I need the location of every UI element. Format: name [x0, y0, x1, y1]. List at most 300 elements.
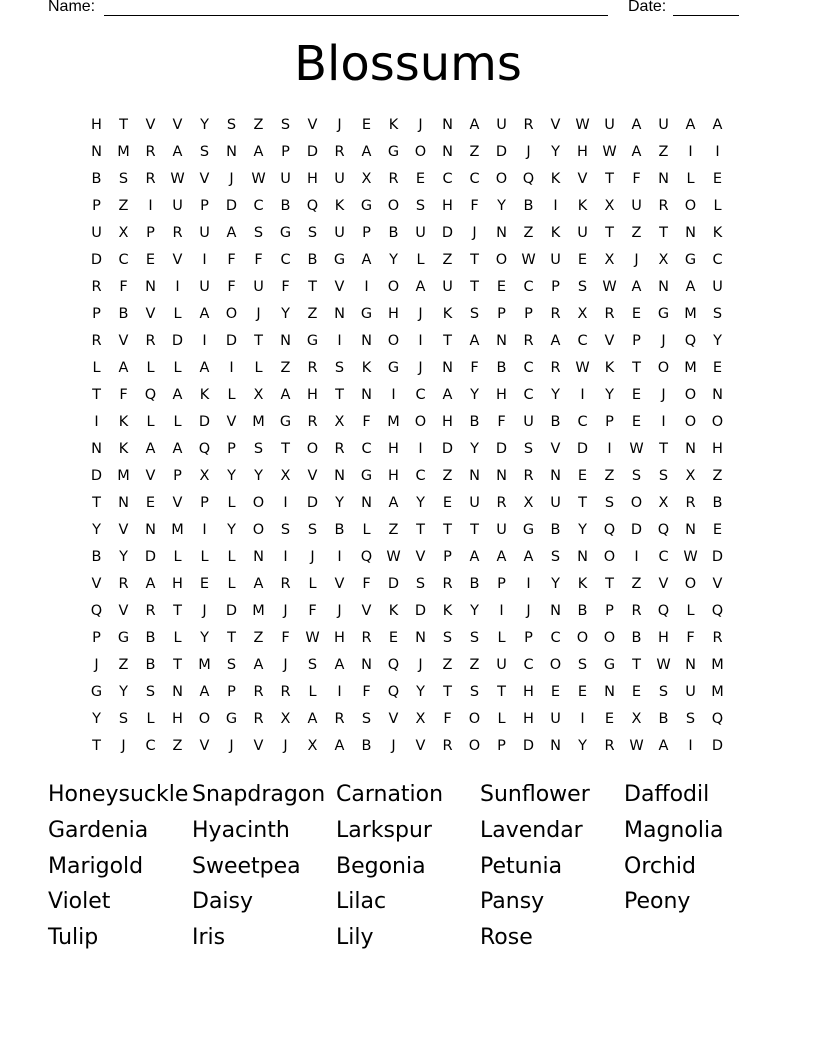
grid-letter[interactable]: C — [361, 441, 372, 457]
grid-letter[interactable]: O — [387, 279, 400, 295]
grid-letter[interactable]: X — [334, 414, 345, 430]
grid-letter[interactable]: K — [334, 198, 345, 214]
grid-letter[interactable]: H — [523, 711, 534, 727]
grid-letter[interactable]: T — [632, 360, 641, 376]
grid-letter[interactable]: V — [145, 468, 156, 484]
grid-letter[interactable]: U — [199, 279, 210, 295]
grid-letter[interactable]: L — [227, 576, 236, 592]
grid-letter[interactable]: Q — [198, 441, 211, 457]
name-blank-line[interactable] — [104, 15, 608, 16]
grid-letter[interactable]: B — [469, 414, 480, 430]
grid-letter[interactable]: Z — [604, 468, 615, 484]
grid-letter[interactable]: X — [280, 711, 291, 727]
grid-letter[interactable]: T — [443, 684, 452, 700]
grid-letter[interactable]: J — [283, 603, 288, 619]
grid-letter[interactable]: S — [226, 117, 237, 133]
grid-letter[interactable]: R — [604, 306, 615, 322]
grid-letter[interactable]: O — [387, 333, 400, 349]
grid-letter[interactable]: B — [523, 198, 534, 214]
grid-letter[interactable]: P — [200, 495, 209, 511]
grid-letter[interactable]: Q — [387, 684, 400, 700]
grid-letter[interactable]: Q — [90, 603, 103, 619]
grid-letter[interactable]: F — [632, 171, 641, 187]
grid-letter[interactable]: T — [308, 279, 317, 295]
grid-letter[interactable]: R — [361, 630, 372, 646]
grid-letter[interactable]: Y — [227, 522, 236, 538]
grid-letter[interactable]: Z — [631, 225, 642, 241]
grid-letter[interactable]: S — [658, 684, 669, 700]
grid-letter[interactable]: N — [469, 468, 480, 484]
grid-letter[interactable]: G — [90, 684, 103, 700]
grid-letter[interactable]: I — [229, 360, 234, 376]
grid-letter[interactable]: R — [442, 738, 453, 754]
grid-letter[interactable]: M — [252, 603, 265, 619]
grid-letter[interactable]: V — [91, 576, 102, 592]
grid-letter[interactable]: L — [92, 360, 101, 376]
grid-letter[interactable]: D — [90, 252, 103, 268]
grid-letter[interactable]: N — [361, 495, 372, 511]
grid-letter[interactable]: Z — [469, 144, 480, 160]
grid-letter[interactable]: O — [684, 414, 697, 430]
grid-letter[interactable]: K — [442, 306, 453, 322]
grid-letter[interactable]: L — [686, 171, 695, 187]
grid-letter[interactable]: E — [712, 171, 723, 187]
grid-letter[interactable]: W — [656, 657, 671, 673]
grid-letter[interactable]: G — [360, 468, 373, 484]
grid-letter[interactable]: S — [280, 522, 291, 538]
grid-letter[interactable]: T — [443, 333, 452, 349]
grid-letter[interactable]: J — [418, 360, 423, 376]
grid-letter[interactable]: Y — [470, 387, 479, 403]
grid-letter[interactable]: N — [145, 522, 156, 538]
grid-letter[interactable]: D — [495, 144, 508, 160]
grid-letter[interactable]: O — [252, 495, 265, 511]
grid-letter[interactable]: B — [118, 306, 129, 322]
grid-letter[interactable]: Z — [469, 657, 480, 673]
grid-letter[interactable]: P — [524, 306, 533, 322]
grid-letter[interactable]: D — [144, 549, 157, 565]
grid-letter[interactable]: I — [553, 198, 558, 214]
grid-letter[interactable]: U — [550, 252, 561, 268]
grid-letter[interactable]: A — [442, 387, 453, 403]
grid-letter[interactable]: E — [550, 684, 561, 700]
grid-letter[interactable]: P — [92, 630, 101, 646]
grid-letter[interactable]: X — [118, 225, 129, 241]
grid-letter[interactable]: W — [521, 252, 536, 268]
grid-letter[interactable]: P — [146, 225, 155, 241]
grid-letter[interactable]: A — [361, 144, 372, 160]
grid-letter[interactable]: F — [443, 711, 452, 727]
grid-letter[interactable]: C — [550, 630, 561, 646]
grid-letter[interactable]: Y — [281, 306, 290, 322]
grid-letter[interactable]: I — [94, 414, 99, 430]
grid-letter[interactable]: T — [659, 225, 668, 241]
grid-letter[interactable]: N — [118, 495, 129, 511]
grid-letter[interactable]: O — [468, 711, 481, 727]
grid-letter[interactable]: S — [253, 225, 264, 241]
grid-letter[interactable]: N — [145, 279, 156, 295]
grid-letter[interactable]: S — [307, 522, 318, 538]
grid-letter[interactable]: A — [685, 117, 696, 133]
grid-letter[interactable]: H — [91, 117, 102, 133]
grid-letter[interactable]: U — [334, 171, 345, 187]
grid-letter[interactable]: C — [523, 279, 534, 295]
grid-letter[interactable]: N — [91, 144, 102, 160]
grid-letter[interactable]: U — [658, 117, 669, 133]
grid-letter[interactable]: O — [630, 495, 643, 511]
grid-letter[interactable]: S — [118, 171, 129, 187]
grid-letter[interactable]: E — [145, 252, 156, 268]
grid-letter[interactable]: V — [307, 117, 318, 133]
grid-letter[interactable]: S — [658, 468, 669, 484]
grid-letter[interactable]: P — [551, 279, 560, 295]
grid-letter[interactable]: A — [496, 549, 507, 565]
grid-letter[interactable]: H — [388, 306, 399, 322]
grid-letter[interactable]: M — [171, 522, 184, 538]
grid-letter[interactable]: N — [280, 333, 291, 349]
grid-letter[interactable]: J — [337, 603, 342, 619]
grid-letter[interactable]: B — [550, 522, 561, 538]
grid-letter[interactable]: D — [414, 603, 427, 619]
grid-letter[interactable]: P — [632, 333, 641, 349]
grid-letter[interactable]: R — [550, 306, 561, 322]
grid-letter[interactable]: D — [306, 495, 319, 511]
grid-letter[interactable]: U — [415, 225, 426, 241]
grid-letter[interactable]: B — [145, 657, 156, 673]
grid-letter[interactable]: J — [661, 333, 666, 349]
grid-letter[interactable]: T — [281, 441, 290, 457]
grid-letter[interactable]: S — [307, 657, 318, 673]
grid-letter[interactable]: S — [280, 117, 291, 133]
grid-letter[interactable]: X — [253, 387, 264, 403]
grid-letter[interactable]: E — [631, 414, 642, 430]
grid-letter[interactable]: R — [253, 711, 264, 727]
grid-letter[interactable]: E — [577, 684, 588, 700]
grid-letter[interactable]: A — [280, 387, 291, 403]
grid-letter[interactable]: T — [92, 495, 101, 511]
grid-letter[interactable]: L — [254, 360, 263, 376]
grid-letter[interactable]: R — [334, 441, 345, 457]
grid-letter[interactable]: J — [634, 252, 639, 268]
grid-letter[interactable]: P — [497, 738, 506, 754]
grid-letter[interactable]: R — [91, 333, 102, 349]
grid-letter[interactable]: S — [253, 441, 264, 457]
grid-letter[interactable]: G — [387, 144, 400, 160]
grid-letter[interactable]: Y — [119, 549, 128, 565]
grid-letter[interactable]: I — [418, 441, 423, 457]
grid-letter[interactable]: Y — [551, 387, 560, 403]
grid-letter[interactable]: A — [307, 711, 318, 727]
grid-letter[interactable]: W — [575, 360, 590, 376]
grid-letter[interactable]: U — [253, 279, 264, 295]
grid-letter[interactable]: I — [148, 198, 153, 214]
grid-letter[interactable]: E — [631, 387, 642, 403]
grid-letter[interactable]: N — [685, 522, 696, 538]
grid-letter[interactable]: N — [604, 684, 615, 700]
grid-letter[interactable]: U — [550, 495, 561, 511]
grid-letter[interactable]: L — [362, 522, 371, 538]
grid-letter[interactable]: O — [414, 414, 427, 430]
grid-letter[interactable]: V — [118, 522, 129, 538]
grid-letter[interactable]: A — [253, 576, 264, 592]
grid-letter[interactable]: Y — [200, 117, 209, 133]
grid-letter[interactable]: Y — [335, 495, 344, 511]
grid-letter[interactable]: U — [604, 117, 615, 133]
grid-letter[interactable]: A — [712, 117, 723, 133]
grid-letter[interactable]: K — [199, 387, 210, 403]
grid-letter[interactable]: D — [630, 522, 643, 538]
grid-letter[interactable]: E — [712, 360, 723, 376]
grid-letter[interactable]: V — [415, 549, 426, 565]
grid-letter[interactable]: A — [226, 225, 237, 241]
grid-letter[interactable]: A — [199, 684, 210, 700]
grid-letter[interactable]: H — [577, 144, 588, 160]
grid-letter[interactable]: W — [629, 441, 644, 457]
grid-letter[interactable]: D — [711, 549, 724, 565]
grid-letter[interactable]: S — [577, 657, 588, 673]
grid-letter[interactable]: W — [683, 549, 698, 565]
grid-letter[interactable]: O — [711, 414, 724, 430]
grid-letter[interactable]: V — [550, 441, 561, 457]
grid-letter[interactable]: D — [495, 441, 508, 457]
grid-letter[interactable]: A — [658, 738, 669, 754]
grid-letter[interactable]: A — [199, 360, 210, 376]
grid-letter[interactable]: Y — [92, 522, 101, 538]
grid-letter[interactable]: J — [418, 657, 423, 673]
grid-letter[interactable]: A — [631, 144, 642, 160]
grid-letter[interactable]: W — [602, 144, 617, 160]
grid-letter[interactable]: X — [658, 495, 669, 511]
grid-letter[interactable]: I — [337, 549, 342, 565]
grid-letter[interactable]: F — [227, 279, 236, 295]
grid-letter[interactable]: R — [685, 495, 696, 511]
grid-letter[interactable]: R — [145, 603, 156, 619]
grid-letter[interactable]: B — [334, 522, 345, 538]
grid-letter[interactable]: N — [685, 225, 696, 241]
grid-letter[interactable]: Y — [416, 495, 425, 511]
grid-letter[interactable]: F — [281, 630, 290, 646]
grid-letter[interactable]: M — [117, 144, 130, 160]
grid-letter[interactable]: P — [605, 414, 614, 430]
grid-letter[interactable]: U — [712, 279, 723, 295]
grid-letter[interactable]: T — [335, 387, 344, 403]
grid-letter[interactable]: B — [307, 252, 318, 268]
grid-letter[interactable]: P — [497, 306, 506, 322]
grid-letter[interactable]: R — [172, 225, 183, 241]
grid-letter[interactable]: Q — [711, 603, 724, 619]
grid-letter[interactable]: W — [575, 117, 590, 133]
grid-letter[interactable]: C — [415, 387, 426, 403]
grid-letter[interactable]: E — [631, 306, 642, 322]
grid-letter[interactable]: A — [469, 549, 480, 565]
grid-letter[interactable]: W — [629, 738, 644, 754]
grid-letter[interactable]: T — [578, 495, 587, 511]
grid-letter[interactable]: O — [495, 171, 508, 187]
grid-letter[interactable]: G — [279, 225, 292, 241]
grid-letter[interactable]: L — [497, 630, 506, 646]
grid-letter[interactable]: O — [495, 252, 508, 268]
grid-letter[interactable]: G — [360, 306, 373, 322]
grid-letter[interactable]: P — [227, 441, 236, 457]
grid-letter[interactable]: S — [469, 306, 480, 322]
grid-letter[interactable]: U — [496, 657, 507, 673]
grid-letter[interactable]: I — [283, 495, 288, 511]
grid-letter[interactable]: R — [496, 495, 507, 511]
grid-letter[interactable]: D — [171, 333, 184, 349]
grid-letter[interactable]: E — [631, 684, 642, 700]
grid-letter[interactable]: V — [172, 252, 183, 268]
grid-letter[interactable]: F — [362, 576, 371, 592]
grid-letter[interactable]: F — [362, 684, 371, 700]
grid-letter[interactable]: B — [280, 198, 291, 214]
grid-letter[interactable]: J — [202, 603, 207, 619]
grid-letter[interactable]: J — [472, 225, 477, 241]
grid-letter[interactable]: L — [146, 414, 155, 430]
grid-letter[interactable]: I — [580, 711, 585, 727]
grid-letter[interactable]: B — [577, 603, 588, 619]
grid-letter[interactable]: J — [310, 549, 315, 565]
grid-letter[interactable]: R — [307, 414, 318, 430]
grid-letter[interactable]: L — [308, 684, 317, 700]
grid-letter[interactable]: N — [550, 738, 561, 754]
grid-letter[interactable]: H — [658, 630, 669, 646]
grid-letter[interactable]: U — [91, 225, 102, 241]
grid-letter[interactable]: C — [145, 738, 156, 754]
grid-letter[interactable]: R — [550, 360, 561, 376]
grid-letter[interactable]: A — [118, 360, 129, 376]
grid-letter[interactable]: F — [470, 198, 479, 214]
grid-letter[interactable]: I — [580, 387, 585, 403]
grid-letter[interactable]: Y — [470, 603, 479, 619]
grid-letter[interactable]: A — [334, 738, 345, 754]
grid-letter[interactable]: K — [388, 117, 399, 133]
grid-letter[interactable]: O — [684, 198, 697, 214]
grid-letter[interactable]: N — [496, 225, 507, 241]
grid-letter[interactable]: C — [469, 171, 480, 187]
grid-letter[interactable]: B — [712, 495, 723, 511]
grid-letter[interactable]: T — [92, 738, 101, 754]
grid-letter[interactable]: A — [145, 441, 156, 457]
grid-letter[interactable]: X — [631, 711, 642, 727]
grid-letter[interactable]: V — [199, 738, 210, 754]
grid-letter[interactable]: B — [91, 171, 102, 187]
grid-letter[interactable]: P — [200, 198, 209, 214]
grid-letter[interactable]: V — [118, 603, 129, 619]
grid-letter[interactable]: N — [442, 360, 453, 376]
grid-letter[interactable]: X — [523, 495, 534, 511]
grid-letter[interactable]: R — [712, 630, 723, 646]
grid-letter[interactable]: I — [607, 441, 612, 457]
grid-letter[interactable]: S — [604, 495, 615, 511]
grid-letter[interactable]: C — [523, 387, 534, 403]
grid-letter[interactable]: O — [198, 711, 211, 727]
grid-letter[interactable]: Z — [307, 306, 318, 322]
grid-letter[interactable]: I — [364, 279, 369, 295]
grid-letter[interactable]: R — [658, 198, 669, 214]
grid-letter[interactable]: A — [415, 279, 426, 295]
grid-letter[interactable]: B — [496, 360, 507, 376]
grid-letter[interactable]: T — [659, 441, 668, 457]
grid-letter[interactable]: L — [308, 576, 317, 592]
grid-letter[interactable]: F — [119, 387, 128, 403]
grid-letter[interactable]: V — [388, 711, 399, 727]
grid-letter[interactable]: Y — [713, 333, 722, 349]
grid-letter[interactable]: Z — [442, 657, 453, 673]
grid-letter[interactable]: U — [523, 414, 534, 430]
grid-letter[interactable]: R — [253, 684, 264, 700]
grid-letter[interactable]: O — [387, 198, 400, 214]
grid-letter[interactable]: O — [252, 522, 265, 538]
grid-letter[interactable]: U — [469, 495, 480, 511]
grid-letter[interactable]: Y — [254, 468, 263, 484]
grid-letter[interactable]: T — [497, 684, 506, 700]
grid-letter[interactable]: T — [443, 522, 452, 538]
grid-letter[interactable]: S — [415, 198, 426, 214]
grid-letter[interactable]: N — [442, 117, 453, 133]
grid-letter[interactable]: F — [308, 603, 317, 619]
grid-letter[interactable]: V — [415, 738, 426, 754]
grid-letter[interactable]: Q — [657, 603, 670, 619]
grid-letter[interactable]: O — [306, 441, 319, 457]
grid-letter[interactable]: C — [442, 171, 453, 187]
grid-letter[interactable]: V — [118, 333, 129, 349]
grid-letter[interactable]: E — [577, 252, 588, 268]
grid-letter[interactable]: E — [604, 711, 615, 727]
grid-letter[interactable]: V — [145, 117, 156, 133]
grid-letter[interactable]: N — [496, 333, 507, 349]
date-blank-line[interactable] — [673, 15, 739, 16]
grid-letter[interactable]: Q — [684, 333, 697, 349]
grid-letter[interactable]: E — [496, 279, 507, 295]
grid-letter[interactable]: L — [416, 252, 425, 268]
grid-letter[interactable]: D — [522, 738, 535, 754]
grid-letter[interactable]: N — [334, 468, 345, 484]
grid-letter[interactable]: H — [442, 198, 453, 214]
grid-letter[interactable]: C — [712, 252, 723, 268]
grid-letter[interactable]: G — [657, 306, 670, 322]
grid-letter[interactable]: W — [251, 171, 266, 187]
grid-letter[interactable]: J — [256, 306, 261, 322]
grid-letter[interactable]: H — [712, 441, 723, 457]
grid-letter[interactable]: O — [603, 549, 616, 565]
grid-letter[interactable]: B — [91, 549, 102, 565]
grid-letter[interactable]: I — [391, 387, 396, 403]
grid-letter[interactable]: C — [523, 657, 534, 673]
grid-letter[interactable]: N — [442, 144, 453, 160]
grid-letter[interactable]: H — [172, 711, 183, 727]
grid-letter[interactable]: S — [685, 711, 696, 727]
grid-letter[interactable]: I — [202, 522, 207, 538]
grid-letter[interactable]: D — [387, 576, 400, 592]
grid-letter[interactable]: X — [199, 468, 210, 484]
grid-letter[interactable]: C — [415, 468, 426, 484]
grid-letter[interactable]: D — [198, 414, 211, 430]
grid-letter[interactable]: I — [202, 333, 207, 349]
grid-letter[interactable]: S — [523, 441, 534, 457]
grid-letter[interactable]: U — [280, 171, 291, 187]
grid-letter[interactable]: Z — [172, 738, 183, 754]
grid-letter[interactable]: F — [119, 279, 128, 295]
grid-letter[interactable]: E — [361, 117, 372, 133]
grid-letter[interactable]: R — [442, 576, 453, 592]
grid-letter[interactable]: K — [361, 360, 372, 376]
grid-letter[interactable]: V — [334, 576, 345, 592]
grid-letter[interactable]: Y — [119, 684, 128, 700]
grid-letter[interactable]: Z — [631, 576, 642, 592]
grid-letter[interactable]: I — [688, 738, 693, 754]
grid-letter[interactable]: V — [172, 117, 183, 133]
grid-letter[interactable]: W — [386, 549, 401, 565]
